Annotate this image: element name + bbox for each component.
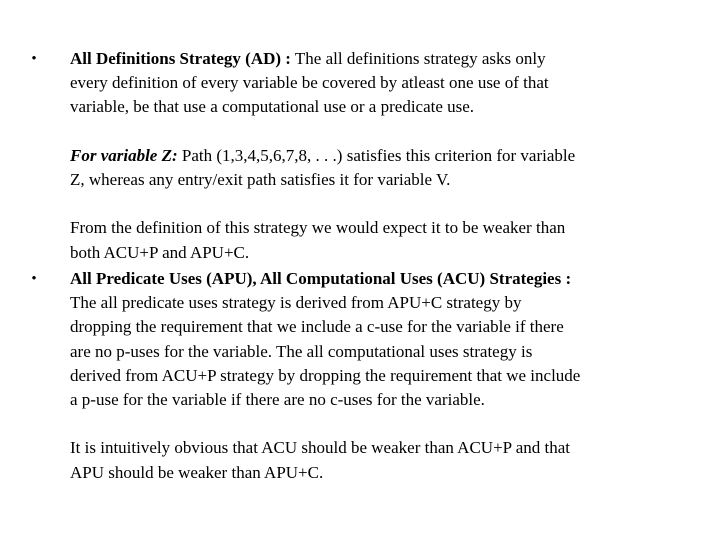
apu-acu-heading: All Predicate Uses (APU), All Computational Uses (ACU) Strategies :: [70, 269, 572, 288]
bullet-item-all-definitions: [31, 47, 680, 265]
paragraph-gap: [70, 192, 680, 216]
paragraph-line: are no p-uses for the variable. The all computational uses strategy is: [70, 341, 533, 361]
paragraph-line: variable, be that use a computational use or a predicate use.: [70, 97, 475, 117]
paragraph-line: APU should be weaker than APU+C.: [70, 462, 324, 482]
example-text: Path (1,3,4,5,6,7,8, . . .) satisfies this criterion for variable: [177, 145, 576, 165]
paragraph-line: [70, 47, 680, 71]
paragraph-line: derived from ACU+P strategy by dropping the requirement that we include: [70, 365, 581, 385]
paragraph-line: both ACU+P and APU+C.: [70, 242, 250, 262]
paragraph-gap: [70, 412, 680, 436]
paragraph-gap: [70, 120, 680, 144]
paragraph-line: [70, 267, 680, 291]
paragraph-line: It is intuitively obvious that ACU should be weaker than ACU+P and that: [70, 438, 571, 458]
example-label: For variable Z:: [70, 145, 178, 165]
all-definitions-text: The all definitions strategy asks only: [290, 49, 546, 68]
paragraph-line: The all predicate uses strategy is derived from APU+C strategy by: [70, 293, 522, 313]
paragraph-line: a p-use for the variable if there are no c-uses for the variable.: [70, 390, 485, 410]
paragraph-line: dropping the requirement that we include a c-use for the variable if there: [70, 317, 564, 337]
bullet-icon: •: [31, 51, 37, 67]
all-definitions-heading: All Definitions Strategy (AD) :: [70, 49, 291, 68]
paragraph-line: every definition of every variable be covered by atleast one use of that: [70, 73, 549, 93]
bullet-item-predicate-computational-uses: [31, 267, 680, 485]
paragraph-line: Z, whereas any entry/exit path satisfies it for variable V.: [70, 170, 451, 189]
bullet-icon: •: [31, 271, 37, 287]
paragraph-line: [70, 144, 680, 168]
paragraph-line: From the definition of this strategy we would expect it to be weaker than: [70, 218, 566, 238]
